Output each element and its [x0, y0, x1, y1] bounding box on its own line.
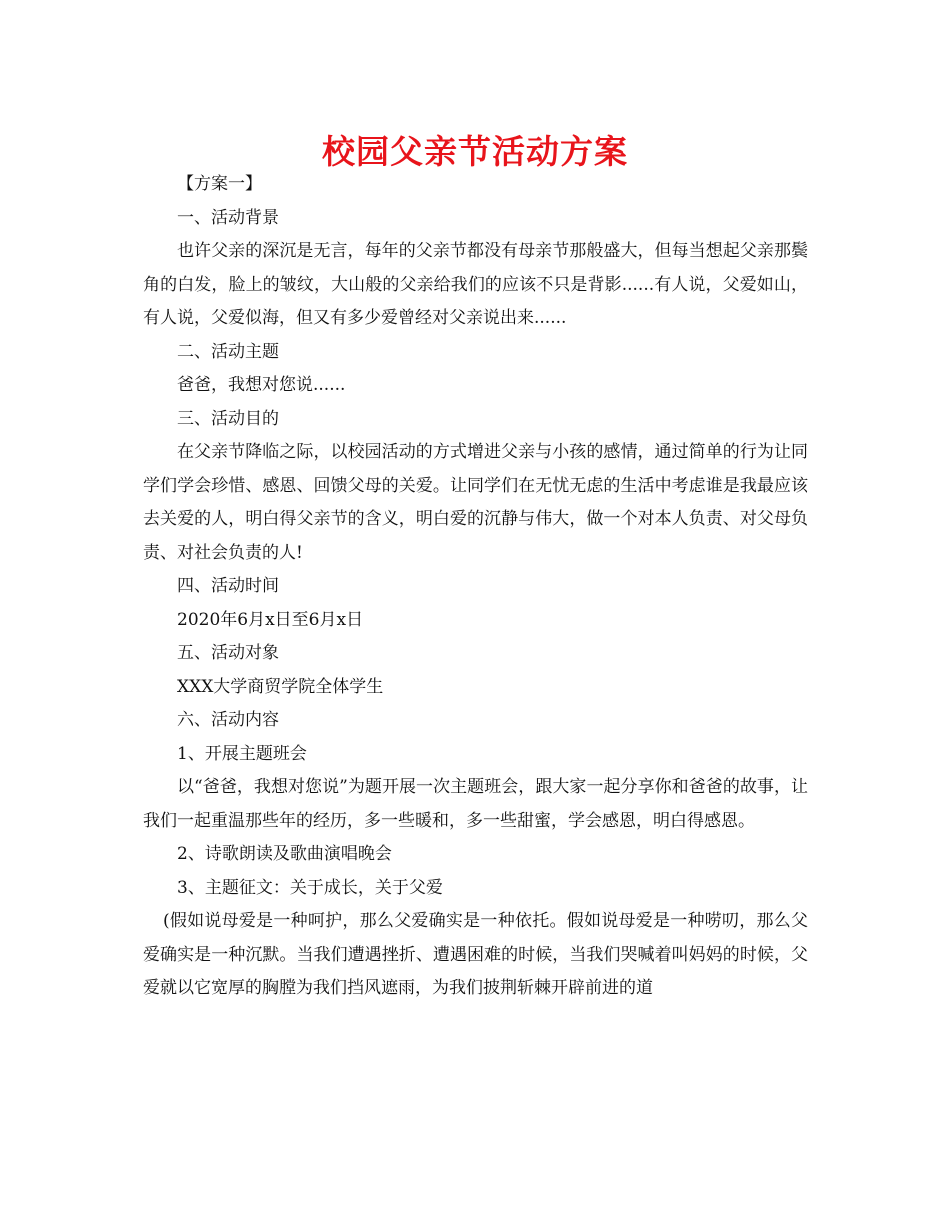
heading-audience: 五、活动对象 [177, 643, 279, 663]
document-body [143, 168, 808, 1006]
subheading-essay: 3、主题征文：关于成长，关于父爱 [177, 877, 443, 898]
subheading-poetry-evening: 2、诗歌朗读及歌曲演唱晚会 [177, 844, 392, 864]
paragraph-audience: XXX大学商贸学院全体学生 [177, 676, 384, 697]
subheading-class-meeting: 1、开展主题班会 [177, 743, 307, 764]
heading-theme: 二、活动主题 [177, 341, 279, 362]
heading-content: 六、活动内容 [177, 710, 279, 730]
paragraph-essay: (假如说母爱是一种呵护，那么父爱确实是一种依托。假如说母爱是一种唠叨，那么父爱确实是一种沉默。当我们遭遇挫折、遭遇困难的时候，当我们哭喊着叫妈妈的时候，父爱就以它宽厚的胸膛为我们挡风遮雨，为我们披荆斩棘开辟前进的道 [143, 911, 808, 998]
heading-background: 一、活动背景 [177, 207, 279, 228]
paragraph-time: 2020年6月x日至6月x日 [177, 609, 364, 630]
heading-time: 四、活动时间 [177, 576, 279, 596]
paragraph-purpose: 在父亲节降临之际，以校园活动的方式增进父亲与小孩的感情，通过简单的行为让同学们学会珍惜、感恩、回馈父母的关爱。让同学们在无忧无虑的生活中考虑谁是我最应该去关爱的人，明白得父亲节的含义，明白爱的沉静与伟大，做一个对本人负责、对父母负责、对社会负责的人! [143, 442, 808, 563]
section-label-plan-one: 【方案一】 [177, 174, 262, 194]
document-title: 校园父亲节活动方案 [322, 132, 628, 171]
heading-purpose: 三、活动目的 [177, 408, 279, 429]
paragraph-background: 也许父亲的深沉是无言，每年的父亲节都没有母亲节那般盛大，但每当想起父亲那鬓角的白发，脸上的皱纹，大山般的父亲给我们的应该不只是背影......有人说，父爱如山，有人说，父爱似海，但又有多少爱曾经对父亲说出来...... [143, 241, 808, 328]
paragraph-theme: 爸爸，我想对您说...... [177, 375, 346, 395]
paragraph-class-meeting: 以“爸爸，我想对您说”为题开展一次主题班会，跟大家一起分享你和爸爸的故事，让我们一起重温那些年的经历，多一些暖和，多一些甜蜜，学会感恩，明白得感恩。 [143, 777, 808, 831]
